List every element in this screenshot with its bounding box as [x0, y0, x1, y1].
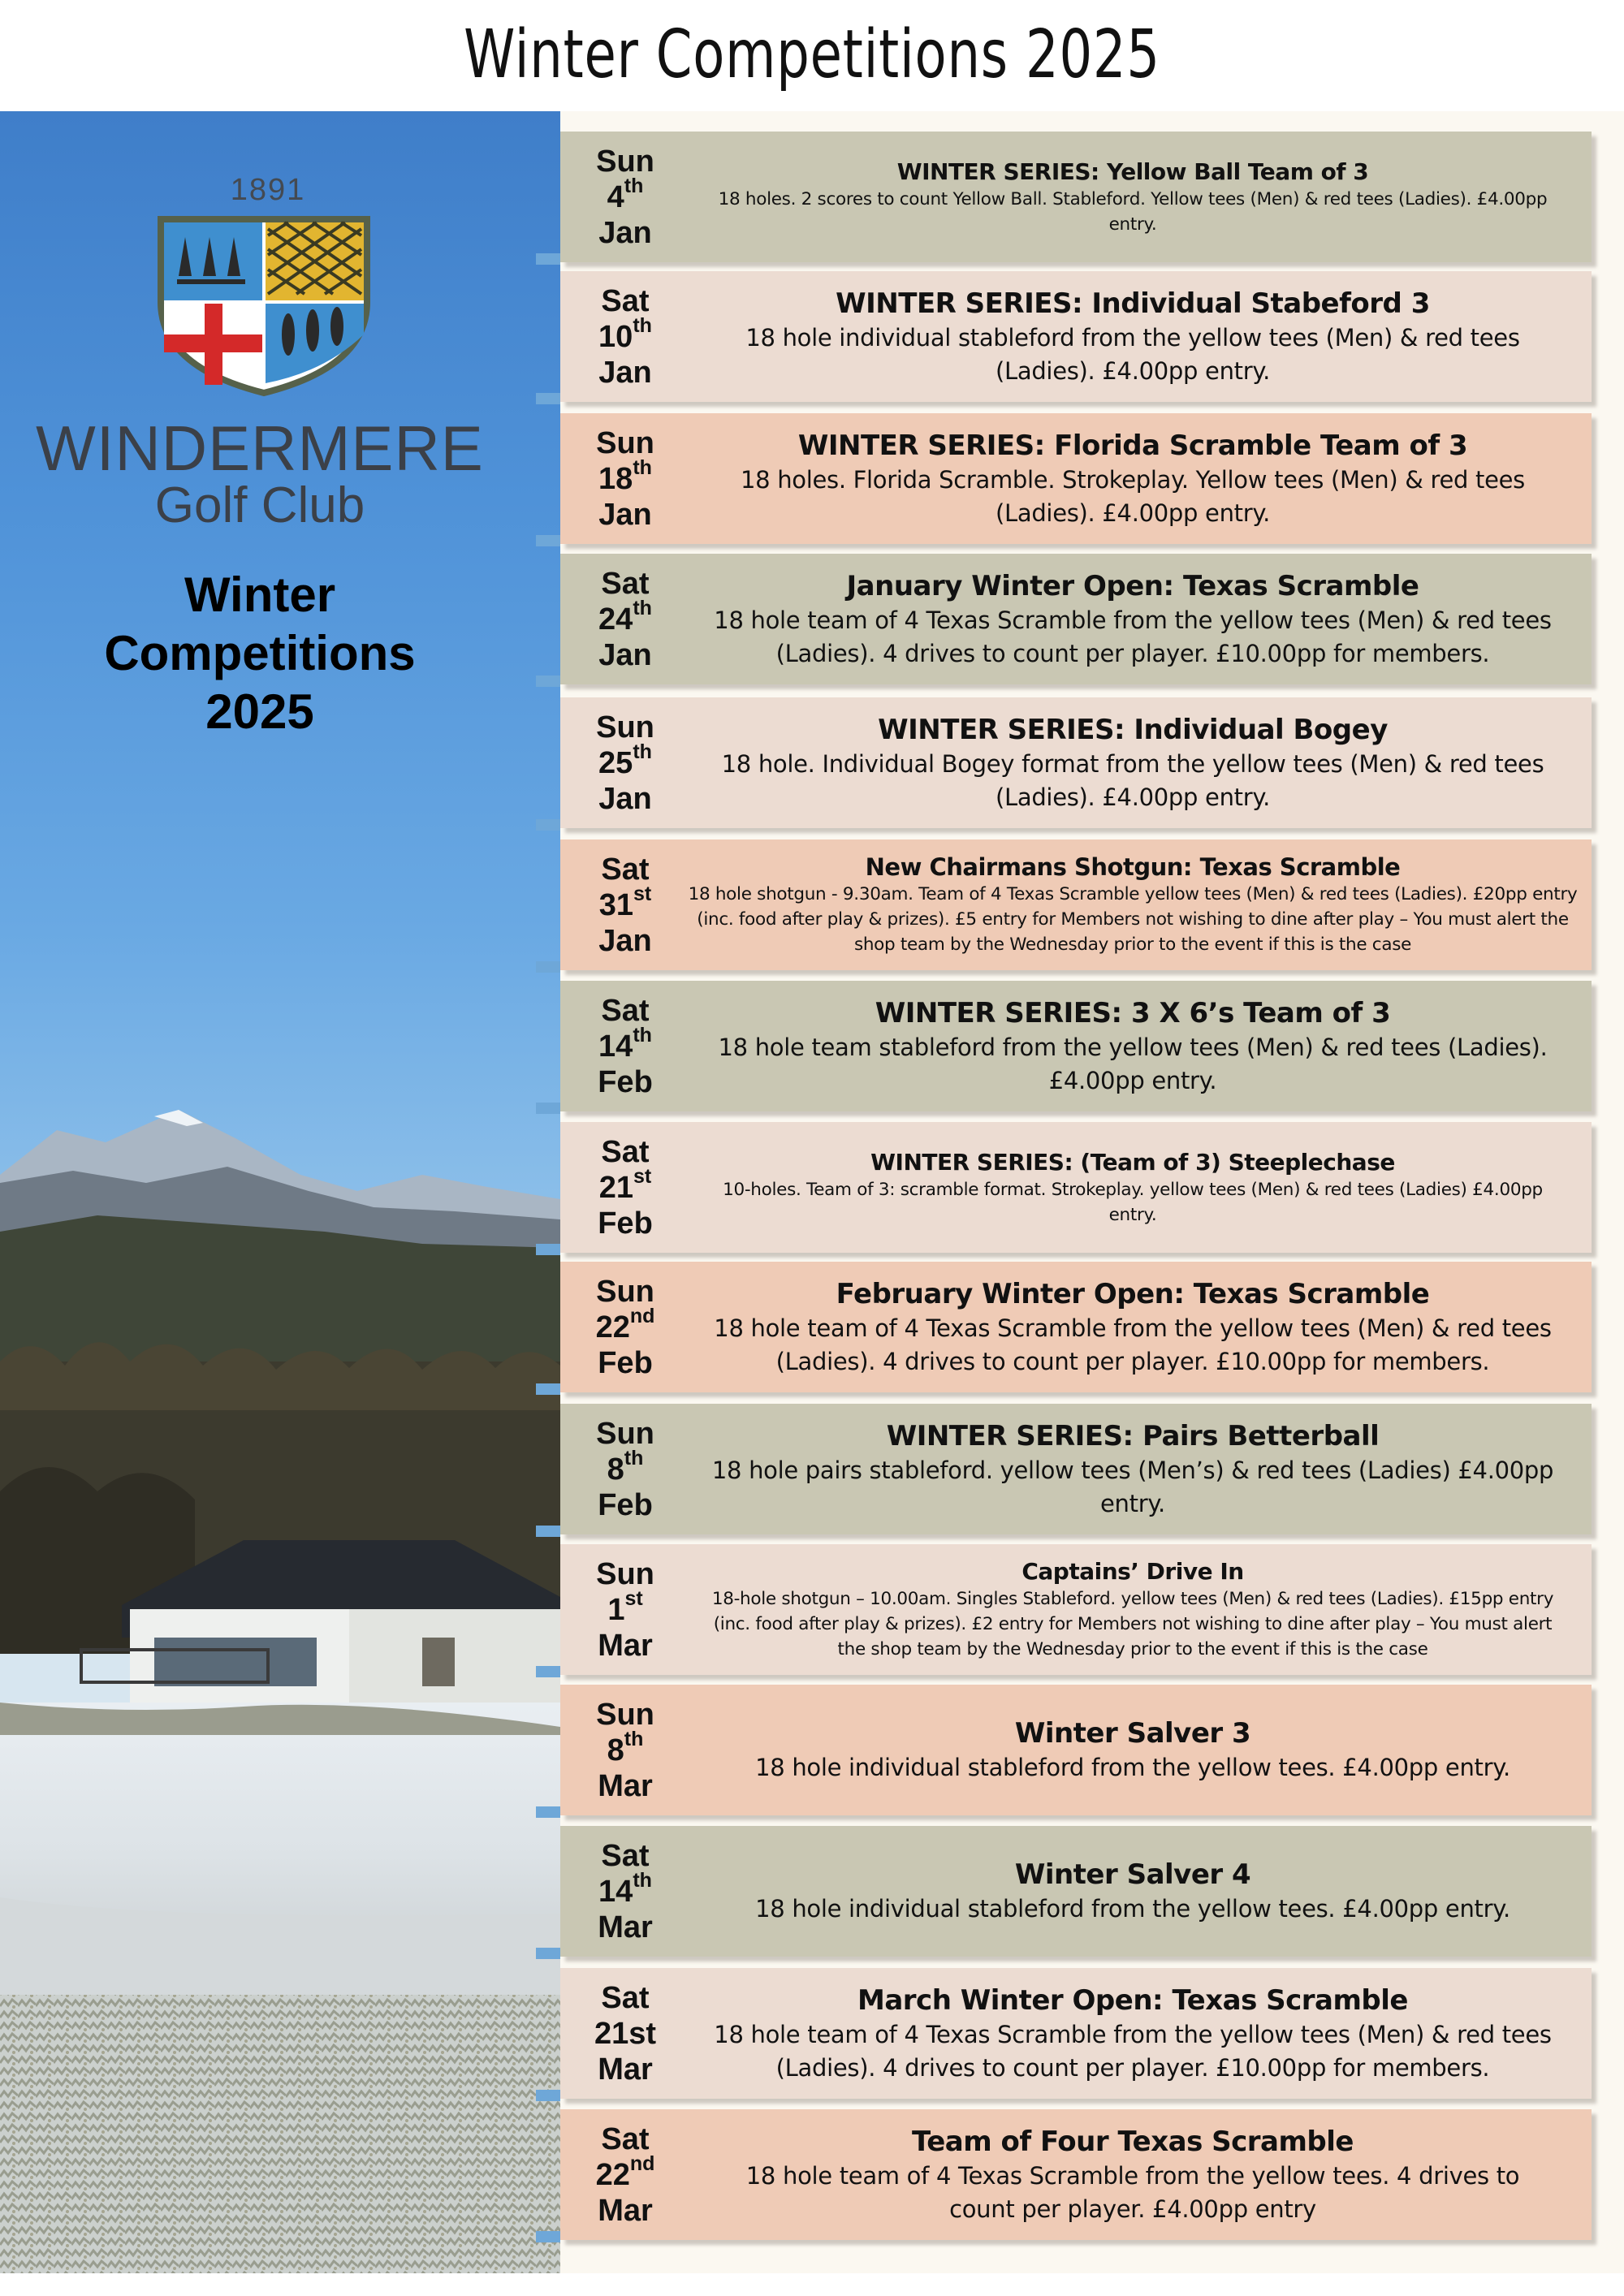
- event-title: February Winter Open: Texas Scramble: [836, 1277, 1430, 1310]
- event-body: [682, 1262, 1583, 1392]
- event-row: [560, 1404, 1592, 1534]
- event-day-number-value: 10: [598, 319, 633, 354]
- event-day: Sun: [596, 1274, 654, 1309]
- event-day-number: [595, 2151, 655, 2193]
- events-panel: [560, 111, 1624, 2273]
- event-day-number-value: 8: [607, 1452, 624, 1487]
- event-date: [577, 271, 674, 402]
- event-row: [560, 697, 1592, 828]
- event-month: Mar: [598, 1768, 653, 1803]
- row-marker: [536, 2231, 560, 2242]
- event-day: Sat: [601, 1980, 650, 2015]
- event-day-suffix: nd: [629, 2151, 655, 2175]
- event-row: [560, 271, 1592, 402]
- event-description: 18 hole shotgun - 9.30am. Team of 4 Texas Scramble yellow tees (Men) & red tees (Ladies). £20pp entry (inc. food after play & prizes). £5 entry for Members not wishing to dine after play – You must alert the shop team by the Wednesday prior to the event if this is the case: [688, 884, 1578, 955]
- event-day: Sat: [601, 1838, 650, 1873]
- event-day: Sat: [601, 2121, 650, 2156]
- event-date: [577, 1544, 674, 1675]
- event-day: Sat: [601, 283, 650, 318]
- event-row: [560, 132, 1592, 262]
- event-row: [560, 1826, 1592, 1957]
- event-row: [560, 839, 1592, 970]
- event-day-suffix: th: [633, 455, 652, 479]
- event-day-suffix: th: [624, 1727, 644, 1750]
- sidebar-title-line: Winter: [184, 568, 336, 622]
- event-title: Team of Four Texas Scramble: [912, 2125, 1354, 2158]
- event-month: Jan: [598, 781, 652, 816]
- event-month: Mar: [598, 1628, 653, 1663]
- event-day-number: [598, 740, 652, 781]
- event-title: WINTER SERIES: Pairs Betterball: [886, 1419, 1380, 1452]
- event-month: Feb: [598, 1064, 653, 1099]
- event-row: [560, 1685, 1592, 1815]
- event-row: [560, 413, 1592, 544]
- row-marker: [536, 961, 560, 973]
- event-description: 18 hole team of 4 Texas Scramble from the yellow tees (Men) & red tees (Ladies). 4 drives to count per player. £10.00pp for members.: [714, 2020, 1552, 2082]
- event-day-number-value: 8: [607, 1733, 624, 1767]
- event-day-suffix: st: [633, 882, 652, 905]
- event-day-number: [607, 1586, 643, 1628]
- event-body: [682, 554, 1583, 684]
- event-date: [577, 1685, 674, 1815]
- event-date: [577, 981, 674, 1111]
- row-marker: [536, 2090, 560, 2101]
- sidebar-title-line: Competitions: [104, 626, 416, 680]
- event-day-number: [598, 1023, 652, 1064]
- row-marker: [536, 1103, 560, 1114]
- event-body: [682, 1968, 1583, 2099]
- event-title: New Chairmans Shotgun: Texas Scramble: [865, 853, 1401, 881]
- event-description: 18 hole team of 4 Texas Scramble from the yellow tees (Men) & red tees (Ladies). 4 drives to count per player. £10.00pp for members.: [714, 1314, 1552, 1375]
- event-day-suffix: th: [633, 1023, 652, 1047]
- event-day-number: [598, 1164, 652, 1206]
- event-date: [577, 1262, 674, 1392]
- event-day-number-value: 1: [607, 1592, 625, 1627]
- event-day-number-value: 18: [598, 461, 633, 496]
- row-marker: [536, 1526, 560, 1537]
- crest-year: 1891: [230, 173, 306, 207]
- event-description: 10-holes. Team of 3: scramble format. Strokeplay. yellow tees (Men) & red tees (Ladies) £4.00pp entry.: [723, 1179, 1543, 1225]
- event-day: Sun: [596, 1556, 654, 1591]
- event-day: Sun: [596, 144, 654, 179]
- event-title: WINTER SERIES: Individual Stabeford 3: [836, 287, 1430, 320]
- event-day-number-value: 25: [598, 745, 633, 780]
- event-day: Sat: [601, 566, 650, 601]
- event-month: Jan: [598, 923, 652, 958]
- event-title: WINTER SERIES: Florida Scramble Team of 3: [797, 429, 1468, 462]
- event-day: Sat: [601, 1134, 650, 1169]
- event-day: Sun: [596, 1697, 654, 1732]
- event-day: Sun: [596, 1416, 654, 1451]
- event-description: 18 hole team of 4 Texas Scramble from the yellow tees. 4 drives to count per player. £4.00pp entry: [745, 2161, 1520, 2223]
- event-title: March Winter Open: Texas Scramble: [857, 1983, 1408, 2017]
- event-title: WINTER SERIES: Individual Bogey: [878, 713, 1388, 746]
- event-date: [577, 1826, 674, 1957]
- event-month: Mar: [598, 2193, 653, 2228]
- event-body: [682, 132, 1583, 262]
- event-day-number: [598, 313, 652, 355]
- event-day-number: [598, 1868, 652, 1910]
- event-title: WINTER SERIES: (Team of 3) Steeplechase: [870, 1148, 1395, 1176]
- event-day-number: [594, 2016, 656, 2052]
- event-description: 18 hole individual stableford from the yellow tees. £4.00pp entry.: [755, 1895, 1510, 1923]
- event-day-number-value: 22: [595, 1310, 630, 1344]
- event-day-suffix: th: [624, 1446, 644, 1470]
- event-date: [577, 413, 674, 544]
- event-month: Jan: [598, 497, 652, 532]
- event-day-number-value: 24: [598, 602, 633, 637]
- sidebar-title: [49, 566, 471, 741]
- event-month: Jan: [598, 637, 652, 672]
- event-day-number-value: 21st: [594, 2016, 657, 2051]
- event-title: Captains’ Drive In: [1021, 1558, 1244, 1585]
- event-day-suffix: nd: [629, 1304, 655, 1327]
- event-description: 18 holes. Florida Scramble. Strokeplay. Yellow tees (Men) & red tees (Ladies). £4.00pp entry.: [740, 465, 1525, 527]
- event-month: Feb: [598, 1345, 653, 1380]
- event-day-suffix: th: [624, 174, 644, 197]
- event-description: 18 hole individual stableford from the yellow tees (Men) & red tees (Ladies). £4.00pp entry.: [745, 323, 1520, 385]
- event-month: Mar: [598, 2052, 653, 2087]
- event-title: WINTER SERIES: 3 X 6’s Team of 3: [875, 996, 1391, 1029]
- row-marker: [536, 253, 560, 265]
- club-subtitle: Golf Club: [154, 477, 365, 533]
- event-day-suffix: th: [633, 740, 652, 763]
- event-day-number-value: 31: [598, 887, 634, 922]
- sidebar-title-line: 2025: [205, 684, 314, 739]
- event-day-suffix: th: [633, 596, 652, 619]
- club-name: WINDERMERE: [36, 412, 484, 484]
- event-body: [682, 1685, 1583, 1815]
- event-body: [682, 839, 1583, 970]
- event-body: [682, 2109, 1583, 2240]
- row-marker: [536, 393, 560, 404]
- event-body: [682, 1826, 1583, 1957]
- event-day: Sun: [596, 425, 654, 460]
- event-date: [577, 697, 674, 828]
- event-body: [682, 1122, 1583, 1253]
- event-body: [682, 697, 1583, 828]
- event-description: 18 hole team of 4 Texas Scramble from the yellow tees (Men) & red tees (Ladies). 4 drives to count per player. £10.00pp for members.: [714, 606, 1552, 667]
- event-body: [682, 981, 1583, 1111]
- event-title: WINTER SERIES: Yellow Ball Team of 3: [896, 158, 1369, 185]
- event-day-number: [598, 455, 652, 497]
- event-day: Sat: [601, 852, 650, 887]
- page-title: Winter Competitions 2025: [464, 16, 1160, 93]
- event-date: [577, 1968, 674, 2099]
- event-body: [682, 271, 1583, 402]
- event-date: [577, 2109, 674, 2240]
- events-list: [560, 111, 1624, 2273]
- event-row: [560, 554, 1592, 684]
- row-marker: [536, 819, 560, 831]
- event-date: [577, 839, 674, 970]
- event-row: [560, 1544, 1592, 1675]
- event-date: [577, 1122, 674, 1253]
- event-row: [560, 1262, 1592, 1392]
- event-day-suffix: th: [633, 1868, 652, 1892]
- row-marker: [536, 1806, 560, 1818]
- event-month: Jan: [598, 215, 652, 250]
- event-month: Feb: [598, 1487, 653, 1522]
- event-day-suffix: st: [633, 1164, 652, 1188]
- club-crest-logo: [154, 213, 374, 399]
- event-day-number-value: 14: [598, 1874, 633, 1909]
- event-description: 18-hole shotgun – 10.00am. Singles Stableford. yellow tees (Men) & red tees (Ladies). £15pp entry (inc. food after play & prizes). £2 entry for Members not wishing to dine after play – You must alert the shop team by the Wednesday prior to the event if this is the case: [711, 1589, 1554, 1659]
- row-marker: [536, 1244, 560, 1255]
- event-title: January Winter Open: Texas Scramble: [846, 569, 1419, 602]
- row-marker: [536, 1948, 560, 1959]
- event-row: [560, 1968, 1592, 2099]
- event-title: Winter Salver 3: [1014, 1717, 1251, 1750]
- event-date: [577, 132, 674, 262]
- event-day-number-value: 22: [595, 2157, 630, 2192]
- event-day-number: [607, 1446, 644, 1487]
- row-marker: [536, 675, 560, 687]
- event-day-number: [595, 1304, 655, 1345]
- event-body: [682, 1404, 1583, 1534]
- event-description: 18 hole individual stableford from the yellow tees. £4.00pp entry.: [755, 1754, 1510, 1781]
- event-day-suffix: st: [624, 1586, 643, 1610]
- event-description: 18 hole pairs stableford. yellow tees (Men’s) & red tees (Ladies) £4.00pp entry.: [711, 1456, 1554, 1517]
- event-day-number: [598, 596, 652, 637]
- event-day-number: [607, 1727, 644, 1768]
- event-day-number-value: 4: [607, 179, 624, 214]
- event-title: Winter Salver 4: [1014, 1858, 1251, 1891]
- event-day-number: [598, 882, 652, 923]
- event-row: [560, 981, 1592, 1111]
- event-day-number: [607, 174, 644, 215]
- event-date: [577, 1404, 674, 1534]
- event-description: 18 hole team stableford from the yellow tees (Men) & red tees (Ladies). £4.00pp entry.: [718, 1033, 1548, 1094]
- event-month: Jan: [598, 355, 652, 390]
- event-body: [682, 413, 1583, 544]
- event-day-number-value: 21: [598, 1170, 634, 1205]
- event-date: [577, 554, 674, 684]
- event-day: Sun: [596, 710, 654, 744]
- event-day-suffix: th: [633, 313, 652, 337]
- row-marker: [536, 535, 560, 546]
- row-marker: [536, 1383, 560, 1395]
- event-row: [560, 1122, 1592, 1253]
- event-month: Mar: [598, 1910, 653, 1944]
- event-month: Feb: [598, 1206, 653, 1241]
- event-description: 18 holes. 2 scores to count Yellow Ball. Stableford. Yellow tees (Men) & red tees (Ladies). £4.00pp entry.: [718, 188, 1548, 235]
- event-description: 18 hole. Individual Bogey format from the yellow tees (Men) & red tees (Ladies). £4.00pp entry.: [721, 749, 1544, 811]
- row-marker: [536, 1666, 560, 1677]
- event-day: Sat: [601, 993, 650, 1028]
- sidebar-banner: [0, 111, 560, 2273]
- event-body: [682, 1544, 1583, 1675]
- event-day-number-value: 14: [598, 1029, 633, 1064]
- event-row: [560, 2109, 1592, 2240]
